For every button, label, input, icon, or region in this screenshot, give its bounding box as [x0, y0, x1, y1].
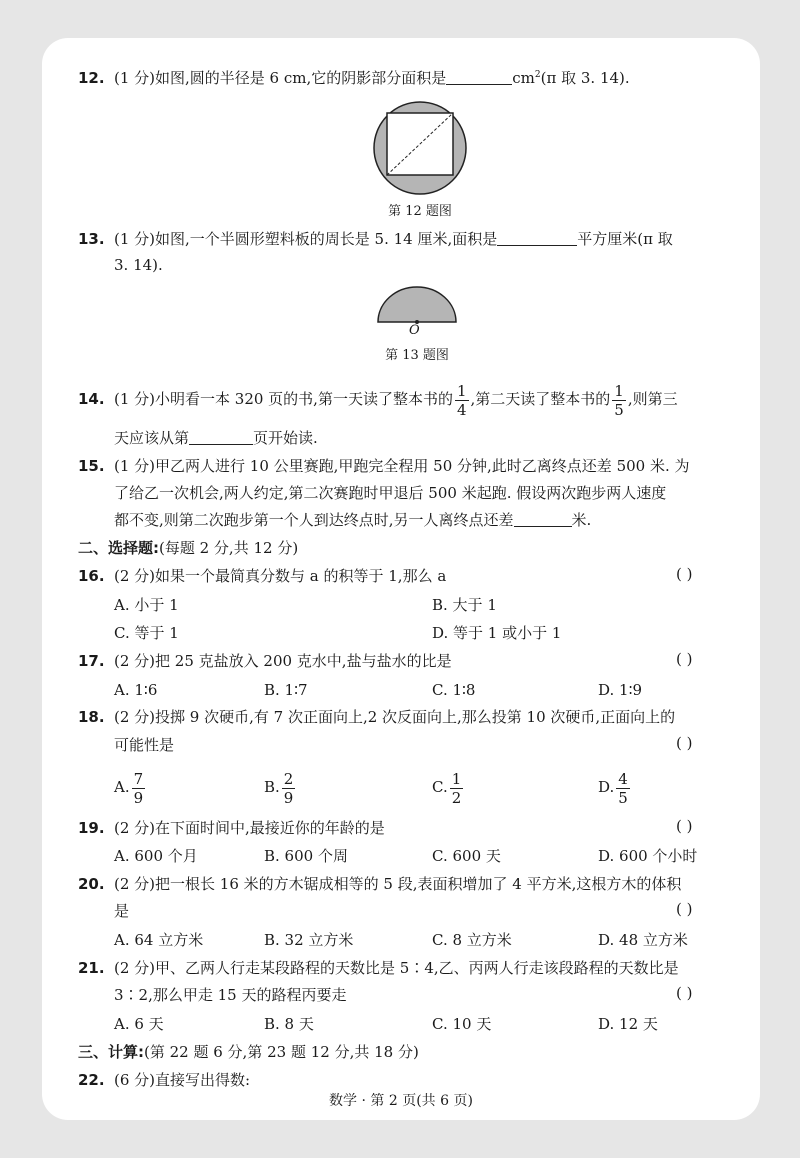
question-number: 14. — [78, 390, 105, 408]
figure-caption-12: 第 12 题图 — [388, 204, 452, 219]
section-points: (第 22 题 6 分,第 23 题 12 分,共 18 分) — [144, 1043, 419, 1061]
answer-blank[interactable] — [446, 68, 512, 85]
option-b[interactable]: B. 1∶7 — [264, 681, 308, 699]
question-20 — [78, 873, 681, 895]
line-text: 天应该从第 — [114, 429, 190, 447]
question-14-line2 — [114, 427, 318, 449]
option-d[interactable]: D. 600 个小时 — [598, 847, 698, 865]
question-21-line2: 3∶2,那么甲走 15 天的路程丙要走 — [114, 986, 347, 1004]
option-b[interactable] — [264, 767, 297, 807]
fraction — [616, 770, 630, 807]
answer-blank[interactable] — [189, 428, 253, 445]
option-a[interactable]: A. 600 个月 — [114, 847, 198, 865]
question-13 — [78, 228, 673, 250]
question-text: (6 分)直接写出得数: — [114, 1071, 251, 1089]
question-15 — [78, 455, 690, 477]
unit-superscript: 2 — [534, 70, 541, 80]
question-text: (2 分)把 25 克盐放入 200 克水中,盐与盐水的比是 — [114, 652, 452, 670]
question-19 — [78, 817, 385, 839]
fraction — [282, 770, 296, 807]
question-text-tail: 平方厘米(π 取 — [577, 230, 673, 248]
option-c[interactable]: C. 600 天 — [432, 847, 501, 865]
question-15-line3 — [114, 509, 591, 531]
question-text-tail: (π 取 3. 14). — [540, 69, 630, 87]
shaded-semicircle — [378, 287, 456, 322]
question-16 — [78, 565, 446, 587]
option-d[interactable]: D. 12 天 — [598, 1015, 658, 1033]
option-b[interactable]: B. 600 个周 — [264, 847, 348, 865]
option-d[interactable]: D. 1∶9 — [598, 681, 643, 699]
question-text: (1 分)甲乙两人进行 10 公里赛跑,甲跑完全程用 50 分钟,此时乙离终点还差 500 米. 为 — [114, 457, 690, 475]
answer-parentheses[interactable]: ( ) — [676, 650, 693, 668]
answer-parentheses[interactable]: ( ) — [676, 984, 693, 1002]
question-number: 18. — [78, 708, 105, 726]
option-b[interactable]: B. 8 天 — [264, 1015, 314, 1033]
denominator: 5 — [618, 788, 628, 807]
question-number: 17. — [78, 652, 105, 670]
line-text: 都不变,则第二次跑步第一个人到达终点时,另一人离终点还差 — [114, 511, 514, 529]
fraction-one-fourth — [455, 382, 469, 419]
section-2-heading — [78, 537, 298, 559]
question-22 — [78, 1069, 250, 1091]
option-c[interactable]: C. 1∶8 — [432, 681, 476, 699]
question-number: 16. — [78, 567, 105, 585]
option-c[interactable] — [432, 767, 465, 807]
option-a[interactable]: A. 1∶6 — [114, 681, 158, 699]
option-c[interactable]: C. 8 立方米 — [432, 931, 512, 949]
answer-parentheses[interactable]: ( ) — [676, 734, 693, 752]
option-a[interactable]: A. 6 天 — [114, 1015, 164, 1033]
question-text: (2 分)投掷 9 次硬币,有 7 次正面向上,2 次反面向上,那么投第 10 次硬币,正面向上的 — [114, 708, 676, 726]
numerator: 1 — [614, 381, 624, 400]
denominator: 9 — [133, 788, 144, 807]
answer-blank[interactable] — [497, 229, 577, 246]
option-a[interactable] — [114, 767, 147, 807]
question-number: 20. — [78, 875, 105, 893]
question-text: (1 分)小明看一本 320 页的书,第一天读了整本书的 — [114, 390, 453, 408]
section-title: 二、选择题: — [78, 539, 159, 557]
center-label: O — [409, 323, 420, 338]
denominator: 4 — [456, 400, 467, 419]
exam-page — [42, 38, 760, 1120]
option-d[interactable]: D. 48 立方米 — [598, 931, 688, 949]
line-text-tail: 页开始读. — [253, 429, 318, 447]
option-c[interactable]: C. 等于 1 — [114, 624, 179, 642]
numerator: 1 — [451, 769, 462, 788]
question-text: (2 分)把一根长 16 米的方木锯成相等的 5 段,表面积增加了 4 平方米,这根方木的体积 — [114, 875, 682, 893]
question-13-line2: 3. 14). — [114, 256, 163, 274]
option-b[interactable]: B. 大于 1 — [432, 596, 497, 614]
question-number: 22. — [78, 1071, 105, 1089]
denominator: 5 — [614, 400, 624, 419]
unit: cm — [512, 69, 535, 87]
question-text-3: ,则第三 — [627, 390, 678, 408]
section-title: 三、计算: — [78, 1043, 144, 1061]
section-points: (每题 2 分,共 12 分) — [159, 539, 299, 557]
numerator: 7 — [133, 769, 144, 788]
question-number: 12. — [78, 69, 105, 87]
question-number: 15. — [78, 457, 105, 475]
option-d[interactable]: D. 等于 1 或小于 1 — [432, 624, 562, 642]
fraction-one-fifth — [612, 382, 626, 419]
question-text-2: ,第二天读了整本书的 — [470, 390, 611, 408]
option-letter: A. — [114, 778, 130, 796]
answer-parentheses[interactable]: ( ) — [676, 817, 693, 835]
question-number: 13. — [78, 230, 105, 248]
question-number: 21. — [78, 959, 105, 977]
line-text-tail: 米. — [571, 511, 592, 529]
numerator: 1 — [456, 381, 467, 400]
question-text: (2 分)如果一个最简真分数与 a 的积等于 1,那么 a — [114, 567, 447, 585]
option-letter: C. — [432, 778, 448, 796]
question-14 — [78, 378, 678, 420]
answer-parentheses[interactable]: ( ) — [676, 900, 693, 918]
option-d[interactable] — [598, 767, 632, 807]
question-21 — [78, 957, 679, 979]
page-footer: 数学 · 第 2 页(共 6 页) — [329, 1093, 473, 1109]
question-text: (1 分)如图,一个半圆形塑料板的周长是 5. 14 厘米,面积是 — [114, 230, 498, 248]
fraction — [450, 770, 464, 807]
option-letter: B. — [264, 778, 280, 796]
answer-blank[interactable] — [514, 510, 572, 527]
answer-parentheses[interactable]: ( ) — [676, 565, 693, 583]
option-a[interactable]: A. 64 立方米 — [114, 931, 204, 949]
fraction — [132, 770, 146, 807]
question-17 — [78, 650, 452, 672]
question-number: 19. — [78, 819, 105, 837]
section-3-heading — [78, 1041, 419, 1063]
option-c[interactable]: C. 10 天 — [432, 1015, 492, 1033]
numerator: 4 — [618, 769, 628, 788]
denominator: 2 — [451, 788, 462, 807]
option-letter: D. — [598, 778, 615, 796]
question-20-line2: 是 — [114, 902, 130, 920]
figure-caption-13: 第 13 题图 — [385, 348, 449, 363]
question-18 — [78, 706, 675, 728]
circle-square-figure — [370, 98, 470, 198]
question-text: (1 分)如图,圆的半径是 6 cm,它的阴影部分面积是 — [114, 69, 447, 87]
question-15-line2: 了给乙一次机会,两人约定,第二次赛跑时甲退后 500 米起跑. 假设两次跑步两人速度 — [114, 484, 667, 502]
denominator: 9 — [283, 788, 294, 807]
question-text: (2 分)甲、乙两人行走某段路程的天数比是 5∶4,乙、丙两人行走该段路程的天数比是 — [114, 959, 679, 977]
question-18-line2: 可能性是 — [114, 736, 175, 754]
option-a[interactable]: A. 小于 1 — [114, 596, 179, 614]
question-text: (2 分)在下面时间中,最接近你的年龄的是 — [114, 819, 385, 837]
option-b[interactable]: B. 32 立方米 — [264, 931, 354, 949]
numerator: 2 — [283, 769, 294, 788]
question-12 — [78, 64, 630, 89]
